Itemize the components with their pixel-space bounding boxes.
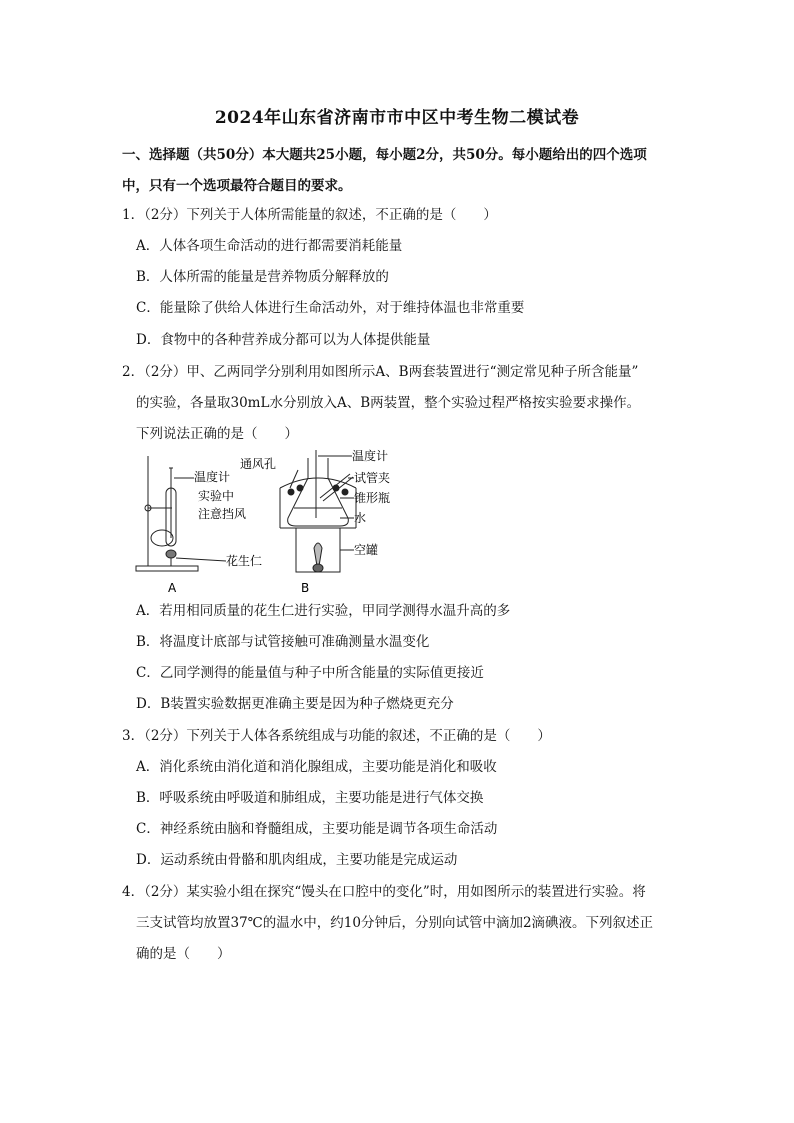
a-note-line-2: 注意挡风 xyxy=(198,507,247,521)
wind-note-ellipse xyxy=(151,530,173,546)
question-3-option-a: A．消化系统由消化道和消化腺组成，主要功能是消化和吸收 xyxy=(136,759,497,775)
question-4-stem-line-1: 4．（2分）某实验小组在探究“馒头在口腔中的变化”时，用如图所示的装置进行实验。将 xyxy=(122,884,646,900)
can-lid xyxy=(280,478,356,488)
peanut-b xyxy=(313,564,323,572)
a-peanut-label: 花生仁 xyxy=(226,554,263,568)
question-4-stem-line-3: 确的是（ ） xyxy=(136,946,231,962)
peanut-a xyxy=(166,550,176,558)
vent-hole-4 xyxy=(342,489,348,495)
b-water-label: 水 xyxy=(354,511,367,525)
page-title: 2024年山东省济南市市中区中考生物二模试卷 xyxy=(214,108,580,128)
apparatus-diagram xyxy=(128,448,418,600)
question-3-option-c: C．神经系统由脑和脊髓组成，主要功能是调节各项生命活动 xyxy=(136,821,498,837)
b-flask-label: 锥形瓶 xyxy=(354,491,391,505)
experiment-figure xyxy=(128,448,418,600)
question-4-stem-line-2: 三支试管均放置37℃的温水中，约10分钟后，分别向试管中滴加2滴碘液。下列叙述正 xyxy=(136,915,654,931)
question-1-option-c: C．能量除了供给人体进行生命活动外，对于维持体温也非常重要 xyxy=(136,300,525,316)
stand-base xyxy=(136,566,198,571)
question-1-option-d: D．食物中的各种营养成分都可以为人体提供能量 xyxy=(136,332,431,348)
question-3-stem: 3．（2分）下列关于人体各系统组成与功能的叙述，不正确的是（ ） xyxy=(122,728,551,744)
question-3-option-b: B．呼吸系统由呼吸道和肺组成，主要功能是进行气体交换 xyxy=(136,790,484,806)
question-2-stem-line-1: 2．（2分）甲、乙两同学分别利用如图所示A、B两套装置进行“测定常见种子所含能量” xyxy=(122,364,639,380)
question-3-option-d: D．运动系统由骨骼和肌肉组成，主要功能是完成运动 xyxy=(136,852,458,868)
figure-label-a: A xyxy=(168,581,177,595)
b-vent-label: 通风孔 xyxy=(240,457,277,471)
a-note-line-1: 实验中 xyxy=(198,489,235,503)
question-2-stem-line-3: 下列说法正确的是（ ） xyxy=(136,426,298,442)
question-2-option-c: C．乙同学测得的能量值与种子中所含能量的实际值更接近 xyxy=(136,665,484,681)
question-2-option-d: D．B装置实验数据更准确主要是因为种子燃烧更充分 xyxy=(136,696,454,712)
vent-hole-1 xyxy=(288,489,294,495)
question-1-stem: 1．（2分）下列关于人体所需能量的叙述，不正确的是（ ） xyxy=(122,207,497,223)
figure-label-b: B xyxy=(301,581,310,595)
question-2-stem-line-2: 的实验，各量取30mL水分别放入A、B两装置，整个实验过程严格按实验要求操作。 xyxy=(136,395,641,411)
section-line-1: 一、选择题（共50分）本大题共25小题，每小题2分，共50分。每小题给出的四个选项 xyxy=(122,147,647,163)
section-line-2: 中，只有一个选项最符合题目的要求。 xyxy=(122,178,352,194)
a-thermometer-label: 温度计 xyxy=(194,470,231,484)
question-1-option-b: B．人体所需的能量是营养物质分解释放的 xyxy=(136,269,389,285)
b-can-label: 空罐 xyxy=(354,543,379,557)
question-1-option-a: A．人体各项生命活动的进行都需要消耗能量 xyxy=(136,238,403,254)
question-2-option-b: B．将温度计底部与试管接触可准确测量水温变化 xyxy=(136,634,430,650)
b-thermometer-label: 温度计 xyxy=(352,449,389,463)
conical-flask xyxy=(288,458,349,526)
section-heading xyxy=(122,140,682,202)
question-2-option-a: A．若用相同质量的花生仁进行实验，甲同学测得水温升高的多 xyxy=(136,603,511,619)
b-clamp-label: 试管夹 xyxy=(354,471,391,485)
vent-hole-2 xyxy=(297,485,303,491)
